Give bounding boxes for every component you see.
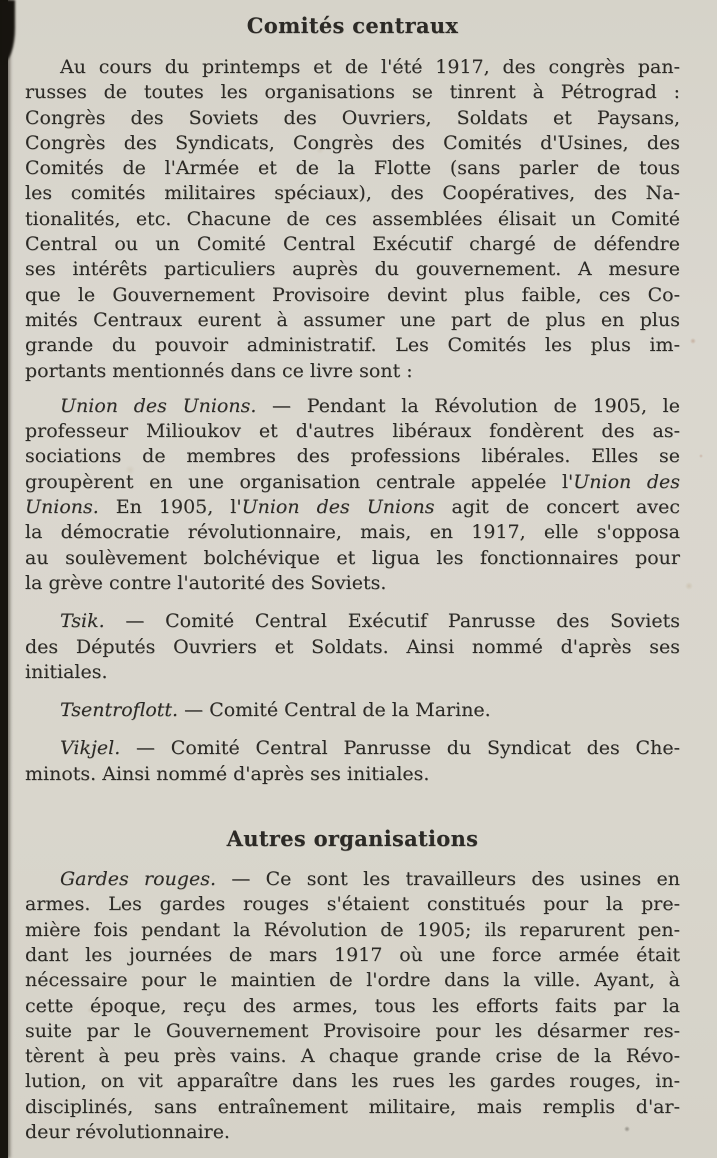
paragraph-tsik [25, 609, 680, 685]
text-line [25, 257, 680, 282]
text-line [25, 106, 680, 131]
text-segment: dant les journées de mars 1917 où une force armée était [25, 943, 680, 966]
text-line [25, 609, 680, 634]
text-segment: la démocratie révolutionnaire, mais, en 1917, elle s'opposa [25, 521, 680, 544]
text-line [25, 444, 680, 469]
text-segment: sociations de membres des professions libérales. Elles se [25, 445, 680, 468]
text-segment: — Pendant la Révolution de 1905, le [256, 394, 681, 417]
text-line [25, 660, 680, 685]
text-segment: Congrès des Syndicats, Congrès des Comités d'Usines, des [25, 131, 680, 154]
text-segment: Comités de l'Armée et de la Flotte (sans parler de tous [25, 157, 680, 180]
text-line [25, 943, 680, 968]
text-segment: Congrès des Soviets des Ouvriers, Soldats et Paysans, [25, 106, 680, 129]
text-line [25, 181, 680, 206]
scan-edge-shadow [0, 0, 8, 1158]
scan-corner-shadow [0, 0, 15, 62]
text-line [25, 762, 680, 787]
text-segment: tionalités, etc. Chacune de ces assemblées élisait un Comité [25, 207, 680, 230]
text-line [25, 1120, 680, 1145]
text-segment: — Ce sont les travailleurs des usines en [216, 868, 680, 891]
text-segment: au soulèvement bolchévique et ligua les fonctionnaires pour [25, 546, 680, 569]
text-line [25, 571, 680, 596]
text-line [25, 994, 680, 1019]
text-segment: initiales. [25, 660, 108, 683]
text-line [25, 736, 680, 761]
text-line [25, 546, 680, 571]
text-line [25, 419, 680, 444]
italic-term: Tsik. [60, 610, 105, 633]
text-segment: des Députés Ouvriers et Soldats. Ainsi nommé d'après ses [25, 635, 680, 658]
text-line [25, 470, 680, 495]
text-segment: — Comité Central de la Marine. [178, 699, 491, 722]
text-line [25, 968, 680, 993]
paragraph-gardes-rouges [25, 867, 680, 1145]
section-heading-other-organizations: Autres organisations [226, 826, 479, 852]
text-segment: les comités militaires spéciaux), des Coopératives, des Na- [25, 182, 680, 205]
section-heading-central-committees: Comités centraux [246, 13, 459, 38]
italic-term: Union des [573, 470, 680, 493]
text-segment: grande du pouvoir administratif. Les Comités les plus im- [25, 334, 680, 357]
italic-term: Union des Unions. [60, 394, 257, 417]
text-segment: mière fois pendant la Révolution de 1905; ils reparurent pen- [25, 918, 680, 941]
text-line [25, 1019, 680, 1044]
text-line [25, 1044, 680, 1069]
text-segment: la grève contre l'autorité des Soviets. [25, 571, 387, 594]
text-line [25, 359, 680, 384]
text-line [25, 80, 680, 105]
text-block [25, 0, 680, 1145]
text-line [25, 635, 680, 660]
italic-term: Unions. [25, 496, 99, 519]
text-line [25, 55, 680, 80]
text-segment: ses intérêts particuliers auprès du gouvernement. A mesure [25, 258, 680, 281]
text-segment: minots. Ainsi nommé d'après ses initiales. [25, 762, 430, 785]
text-line [25, 207, 680, 232]
italic-term: Union des Unions [241, 496, 435, 519]
paragraph-union-des-unions [25, 394, 680, 596]
text-line [25, 520, 680, 545]
text-segment: Au cours du printemps et de l'été 1917, des congrès pan- [60, 56, 680, 78]
text-line [25, 131, 680, 156]
text-line [25, 495, 680, 520]
text-segment: professeur Milioukov et d'autres libéraux fondèrent des as- [25, 420, 680, 443]
paragraph-tsentroflott [25, 698, 680, 723]
text-line [25, 156, 680, 181]
text-line [25, 1095, 680, 1120]
text-segment: — Comité Central Panrusse du Syndicat des Che- [120, 737, 680, 760]
text-segment: que le Gouvernement Provisoire devint plus faible, ces Co- [25, 283, 680, 306]
italic-term: Vikjel. [60, 737, 121, 760]
italic-term: Gardes rouges. [60, 868, 217, 891]
paragraph-vikjel [25, 736, 680, 787]
text-segment: portants mentionnés dans ce livre sont : [25, 359, 413, 382]
text-line [25, 394, 680, 419]
text-segment: nécessaire pour le maintien de l'ordre dans la ville. Ayant, à [25, 969, 680, 992]
text-line [25, 698, 680, 723]
text-line [25, 918, 680, 943]
italic-term: Tsentroflott. [60, 699, 179, 722]
text-line [25, 892, 680, 917]
text-segment: mités Centraux eurent à assumer une part de plus en plus [25, 308, 680, 331]
text-segment: deur révolutionnaire. [25, 1120, 230, 1143]
text-line [25, 308, 680, 333]
text-line [25, 333, 680, 358]
text-segment: russes de toutes les organisations se tinrent à Pétrograd : [25, 81, 680, 104]
text-segment: disciplinés, sans entraînement militaire, mais remplis d'ar- [25, 1095, 680, 1118]
text-segment: suite par le Gouvernement Provisoire pour les désarmer res- [25, 1019, 680, 1042]
text-segment: agit de concert avec [434, 496, 681, 519]
text-segment: lution, on vit apparaître dans les rues les gardes rouges, in- [25, 1070, 680, 1093]
text-segment: cette époque, reçu des armes, tous les efforts faits par la [25, 994, 680, 1017]
text-segment: groupèrent en une organisation centrale appelée l' [25, 470, 574, 493]
text-segment: tèrent à peu près vains. A chaque grande crise de la Révo- [25, 1045, 680, 1068]
text-segment: — Comité Central Exécutif Panrusse des Soviets [104, 610, 680, 633]
paragraph-intro [25, 55, 680, 384]
text-line [25, 867, 680, 892]
text-segment: En 1905, l' [98, 496, 242, 519]
text-segment: Central ou un Comité Central Exécutif chargé de défendre [25, 233, 680, 256]
text-segment: armes. Les gardes rouges s'étaient constitués pour la pre- [25, 893, 680, 916]
text-line [25, 232, 680, 257]
text-line [25, 1069, 680, 1094]
text-line [25, 283, 680, 308]
